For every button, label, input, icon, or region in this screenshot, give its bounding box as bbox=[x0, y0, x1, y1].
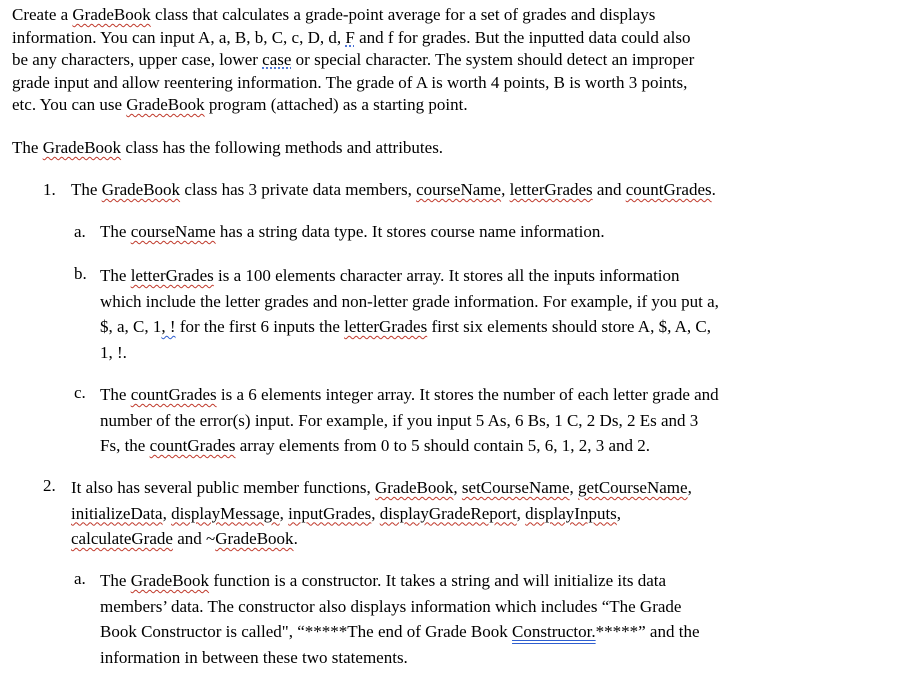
intro-line-4: grade input and allow reentering information. The grade of A is worth 4 points, B is worth 3 points, bbox=[12, 72, 688, 92]
intro-line-5: etc. You can use GradeBook program (attached) as a starting point. bbox=[12, 95, 468, 114]
item-1c bbox=[74, 382, 719, 459]
intro-line-3: be any characters, upper case, lower case or special character. The system should detect an improper bbox=[12, 50, 695, 69]
item-1a-text: The courseName has a string data type. It stores course name information. bbox=[100, 222, 605, 241]
item-2-text: It also has several public member functions, GradeBook, setCourseName, getCourseName, initializeData, displayMessage, inputGrades, displayGradeReport, displayInputs, calculateGrade and ~GradeBook. bbox=[71, 478, 692, 548]
item-1b bbox=[74, 263, 719, 365]
item-1c-letter: c. bbox=[74, 383, 86, 402]
item-2 bbox=[43, 475, 692, 552]
item-2a bbox=[74, 568, 699, 670]
intro-line-1: Create a GradeBook class that calculates a grade-point average for a set of grades and displays bbox=[12, 5, 656, 24]
item-1c-text: The countGrades is a 6 elements integer array. It stores the number of each letter grade and number of the error(s) input. For example, if you input 5 As, 6 Bs, 1 C, 2 Ds, 2 Es and 3 Fs, the countGrades array elements from 0 to 5 should contain 5, 6, 1, 2, 3 and 2. bbox=[100, 385, 719, 455]
item-1b-text: The letterGrades is a 100 elements character array. It stores all the inputs information which include the letter grades and non-letter grade information. For example, if you put a, $, a, C, 1, ! for the first 6 inputs the letterGrades first six elements should store A, $, A, C, 1, !. bbox=[100, 266, 719, 362]
item-1-number: 1. bbox=[43, 180, 56, 199]
item-1 bbox=[43, 179, 893, 202]
item-1a-letter: a. bbox=[74, 222, 86, 241]
intro-paragraph bbox=[12, 4, 694, 117]
intro-line-2: information. You can input A, a, B, b, C, c, D, d, F and f for grades. But the inputted data could also bbox=[12, 27, 691, 47]
item-2a-text: The GradeBook function is a constructor. It takes a string and will initialize its data members’ data. The constructor also displays information which includes “The Grade Book Constructor is called", “*****The end of Grade Book Constructor.*****” and the information in between these two statements. bbox=[100, 571, 700, 667]
item-2-number: 2. bbox=[43, 476, 56, 495]
item-1b-letter: b. bbox=[74, 264, 87, 283]
item-2a-letter: a. bbox=[74, 569, 86, 588]
item-1-text: The GradeBook class has 3 private data members, courseName, letterGrades and countGrades. bbox=[71, 180, 716, 199]
item-1a bbox=[74, 221, 605, 244]
methods-intro: The GradeBook class has the following methods and attributes. bbox=[12, 138, 444, 157]
